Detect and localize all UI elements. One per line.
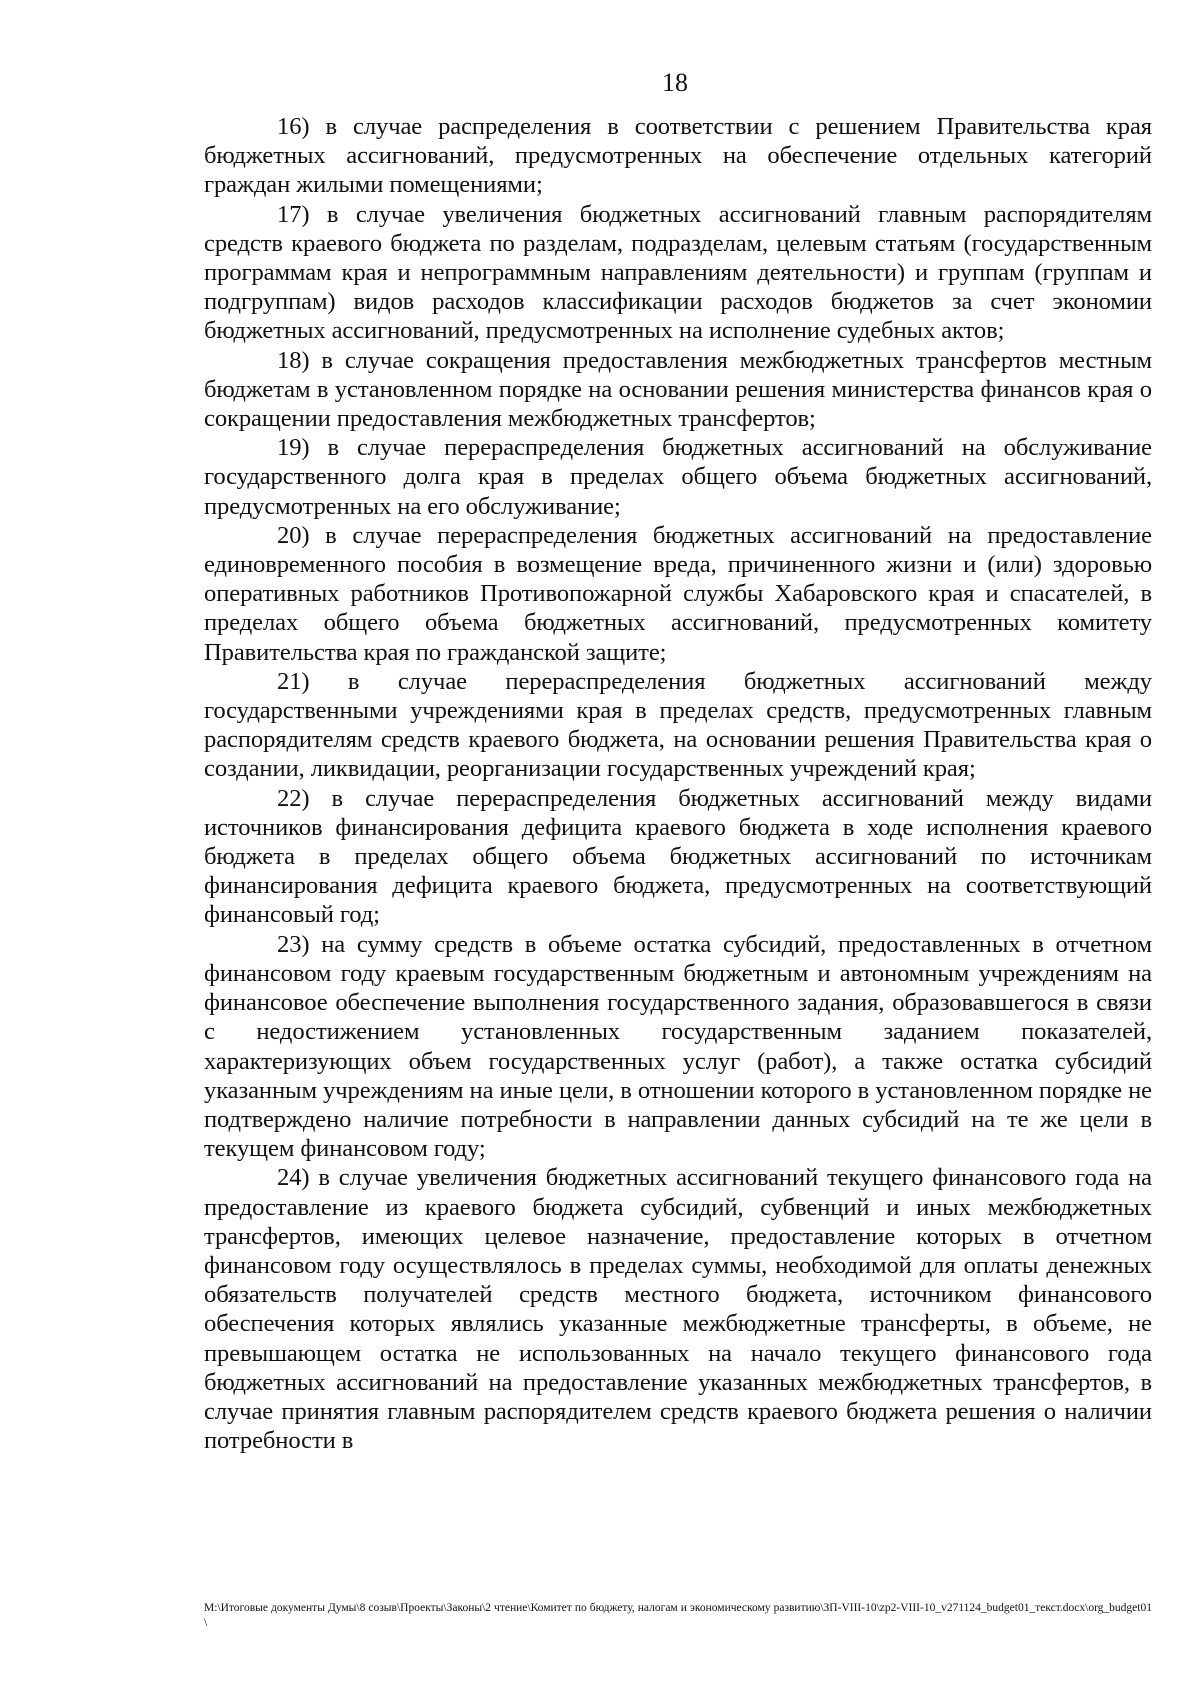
paragraph-item-18: 18) в случае сокращения предоставления межбюджетных трансфертов местным бюджетам в установленном порядке на основании решения министерства финансов края о сокращении предоставления межбюджетных трансфертов;: [204, 346, 1152, 433]
paragraph-item-20: 20) в случае перераспределения бюджетных ассигнований на предоставление единовременного пособия в возмещение вреда, причиненного жизни и (или) здоровью оперативных работников Противопожарной службы Хабаровского края и спасателей, в пределах общего объема бюджетных ассигнований, предусмотренных комитету Правительства края по гражданской защите;: [204, 521, 1152, 666]
paragraph-item-19: 19) в случае перераспределения бюджетных ассигнований на обслуживание государственного долга края в пределах общего объема бюджетных ассигнований, предусмотренных на его обслуживание;: [204, 434, 1152, 520]
paragraph-item-22: 22) в случае перераспределения бюджетных ассигнований между видами источников финансирования дефицита краевого бюджета в ходе исполнения краевого бюджета в пределах общего объема бюджетных ассигнований по источникам финансирования дефицита краевого бюджета, предусмотренных на соответствующий финансовый год;: [204, 784, 1152, 929]
paragraph-item-24: 24) в случае увеличения бюджетных ассигнований текущего финансового года на предоставление из краевого бюджета субсидий, субвенций и иных межбюджетных трансфертов, имеющих целевое назначение, предоставление которых в отчетном финансовом году осуществлялось в пределах суммы, необходимой для оплаты денежных обязательств получателей средств местного бюджета, источником финансового обеспечения которых являлись указанные межбюджетные трансферты, в объеме, не превышающем остатка не использованных на начало текущего финансового года бюджетных ассигнований на предоставление указанных межбюджетных трансфертов, в случае принятия главным распорядителем средств краевого бюджета решения о наличии потребности в: [204, 1164, 1152, 1455]
footer-file-path: M:\Итоговые документы Думы\8 созыв\Проекты\Законы\2 чтение\Комитет по бюджету, налогам и экономическому развитию\ЗП-VIII-10\zp2-VIII-10_v271124_budget01_текст.docx\org_budget01\: [204, 1602, 1152, 1629]
paragraph-item-21: 21) в случае перераспределения бюджетных ассигнований между государственными учреждениями края в пределах средств, предусмотренных главным распорядителям средств краевого бюджета, на основании решения Правительства края о создании, ликвидации, реорганизации государственных учреждений края;: [204, 667, 1152, 783]
paragraph-item-17: 17) в случае увеличения бюджетных ассигнований главным распорядителям средств краевого бюджета по разделам, подразделам, целевым статьям (государственным программам края и непрограммным направлениям деятельности) и группам (группам и подгруппам) видов расходов классификации расходов бюджетов за счет экономии бюджетных ассигнований, предусмотренных на исполнение судебных актов;: [204, 200, 1152, 345]
paragraph-item-16: 16) в случае распределения в соответствии с решением Правительства края бюджетных ассигнований, предусмотренных на обеспечение отдельных категорий граждан жилыми помещениями;: [204, 113, 1152, 199]
page-number: 18: [662, 68, 688, 97]
document-body: [204, 112, 1152, 1455]
paragraph-item-23: 23) на сумму средств в объеме остатка субсидий, предоставленных в отчетном финансовом году краевым государственным бюджетным и автономным учреждениям на финансовое обеспечение выполнения государственного задания, образовавшегося в связи с недостижением установленных государственным заданием показателей, характеризующих объем государственных услуг (работ), а также остатка субсидий указанным учреждениям на иные цели, в отношении которого в установленном порядке не подтверждено наличие потребности в направлении данных субсидий на те же цели в текущем финансовом году;: [204, 930, 1152, 1163]
